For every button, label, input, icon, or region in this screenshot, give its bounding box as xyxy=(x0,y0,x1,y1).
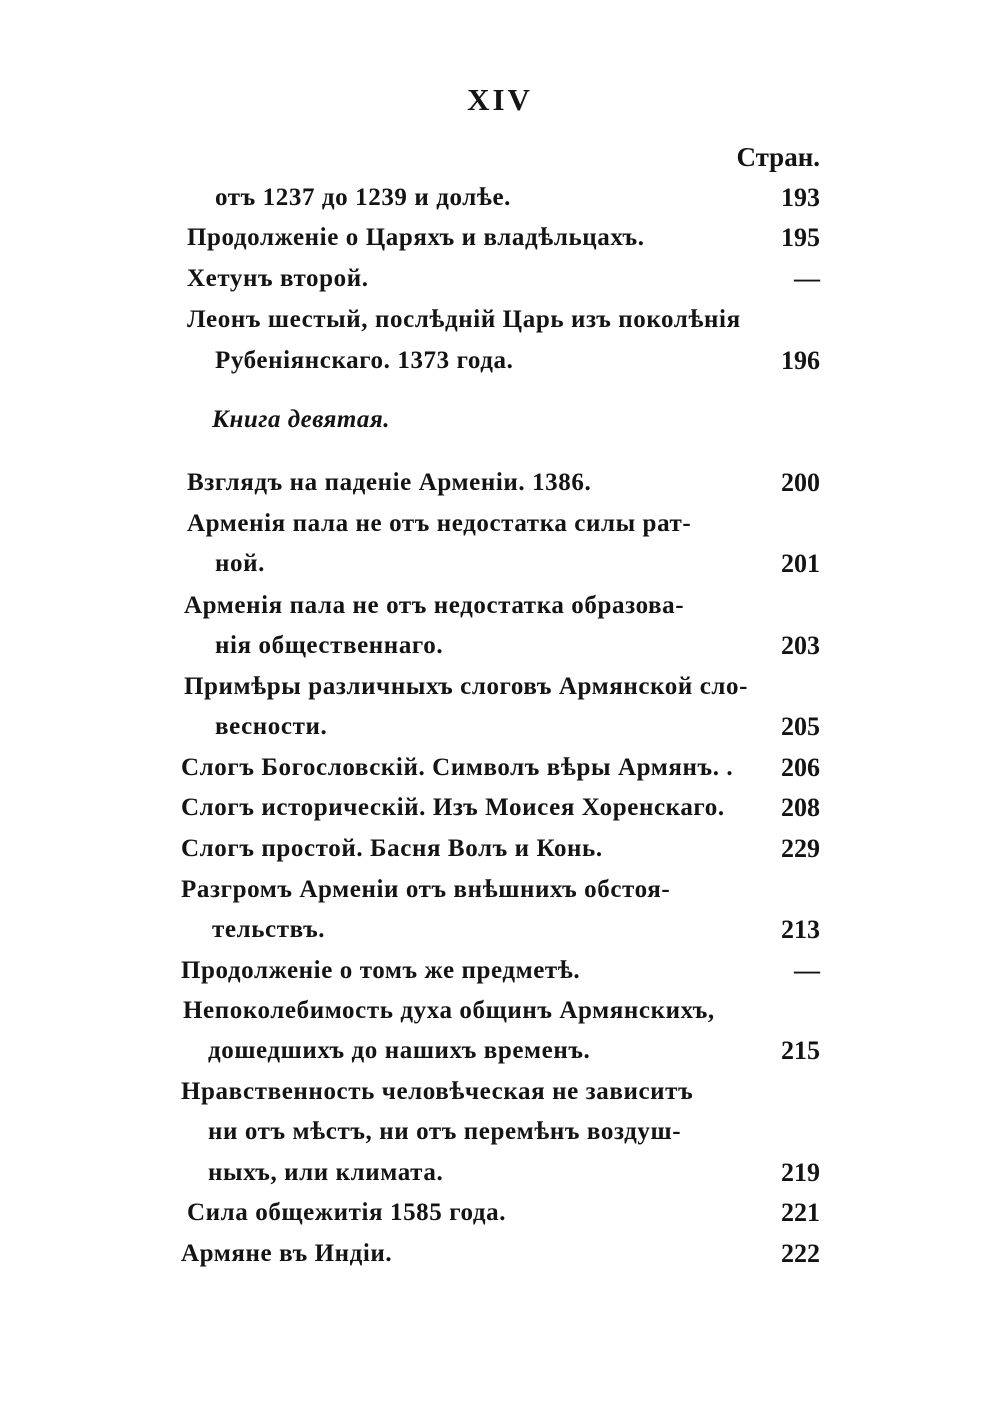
toc-entry-page xyxy=(740,873,820,907)
toc-entry-line: Арменія пала не отъ недостатка силы рат- xyxy=(187,510,692,537)
toc-entry-line: Нравственность человѣческая не зависитъ xyxy=(181,1078,694,1105)
toc-entry-page: 219 xyxy=(781,1158,820,1187)
toc-entry-page xyxy=(740,670,820,704)
toc-entry-line: отъ 1237 до 1239 и долѣе. xyxy=(215,184,512,211)
toc-entry-page: 203 xyxy=(781,631,820,660)
toc-entry-line: Рубеніянскаго. 1373 года. xyxy=(215,347,514,374)
toc-entry-page: 206 xyxy=(781,753,820,782)
toc-entry-page: 205 xyxy=(781,712,820,741)
toc-entry-page xyxy=(740,1115,820,1149)
toc-entry-page xyxy=(740,1075,820,1109)
toc-entry-page: — xyxy=(794,264,820,293)
toc-entry-page: 201 xyxy=(781,549,820,578)
toc-entry-line: Слогъ историческій. Изъ Моисея Хоренскаго. xyxy=(181,794,725,821)
toc-entry-page xyxy=(740,303,820,337)
toc-entry-line: Разгромъ Арменіи отъ внѣшнихъ обстоя- xyxy=(181,876,671,903)
toc-entry-page: 229 xyxy=(781,834,820,863)
toc-entry-line: Непоколебимость духа общинъ Армянскихъ, xyxy=(183,997,715,1024)
toc-entry-page: 193 xyxy=(781,183,820,212)
toc-entry-line: Слогъ простой. Басня Волъ и Конь. xyxy=(181,835,603,862)
toc-entry-page: 195 xyxy=(781,223,820,252)
toc-entry-line: тельствъ. xyxy=(212,916,326,943)
toc-entry-line: Слогъ Богословскій. Символъ вѣры Армянъ. . xyxy=(181,754,734,781)
toc-entry-line: Армяне въ Индіи. xyxy=(181,1240,393,1267)
toc-entry-page: 213 xyxy=(781,915,820,944)
toc-entry-line: Взглядъ на паденіе Арменіи. 1386. xyxy=(187,469,592,496)
toc-entry-page: 215 xyxy=(781,1036,820,1065)
toc-entry-page xyxy=(740,589,820,623)
toc-entry-page: — xyxy=(794,956,820,985)
toc-entry-page xyxy=(740,507,820,541)
toc-entry-line: Продолженіе о Царяхъ и владѣльцахъ. xyxy=(187,224,645,251)
toc-entry-page: 196 xyxy=(781,346,820,375)
toc-entry-line: Продолженіе о томъ же предметѣ. xyxy=(181,957,581,984)
toc-entry-line: Арменія пала не отъ недостатка образова- xyxy=(184,592,685,619)
toc-entry-line: дошедшихъ до нашихъ временъ. xyxy=(208,1037,591,1064)
toc-entry-page: 221 xyxy=(781,1198,820,1227)
toc-entry-line: нія общественнаго. xyxy=(215,632,444,659)
toc-entry-page: 200 xyxy=(781,468,820,497)
toc-entry-line: весности. xyxy=(215,713,328,740)
toc-entry-line: ной. xyxy=(215,550,265,577)
toc-entry-line: Леонъ шестый, послѣдній Царь изъ поколѣнія xyxy=(187,306,741,333)
toc-entry-line: Сила общежитія 1585 года. xyxy=(187,1199,507,1226)
toc-entry-page xyxy=(740,994,820,1028)
toc-entry-line: Хетунъ второй. xyxy=(187,265,369,292)
toc-entry-line: Примѣры различныхъ слоговъ Армянской сло- xyxy=(184,673,749,700)
toc-entry-page: 222 xyxy=(781,1239,820,1268)
pages-column-header: Стран. xyxy=(736,142,820,172)
page-number: XIV xyxy=(467,82,533,117)
section-title: Книга девятая. xyxy=(212,406,391,433)
toc-entry-line: ныхъ, или климата. xyxy=(208,1159,444,1186)
toc-entry-line: ни отъ мѣстъ, ни отъ перемѣнъ воздуш- xyxy=(208,1118,682,1145)
toc-entry-page: 208 xyxy=(781,793,820,822)
